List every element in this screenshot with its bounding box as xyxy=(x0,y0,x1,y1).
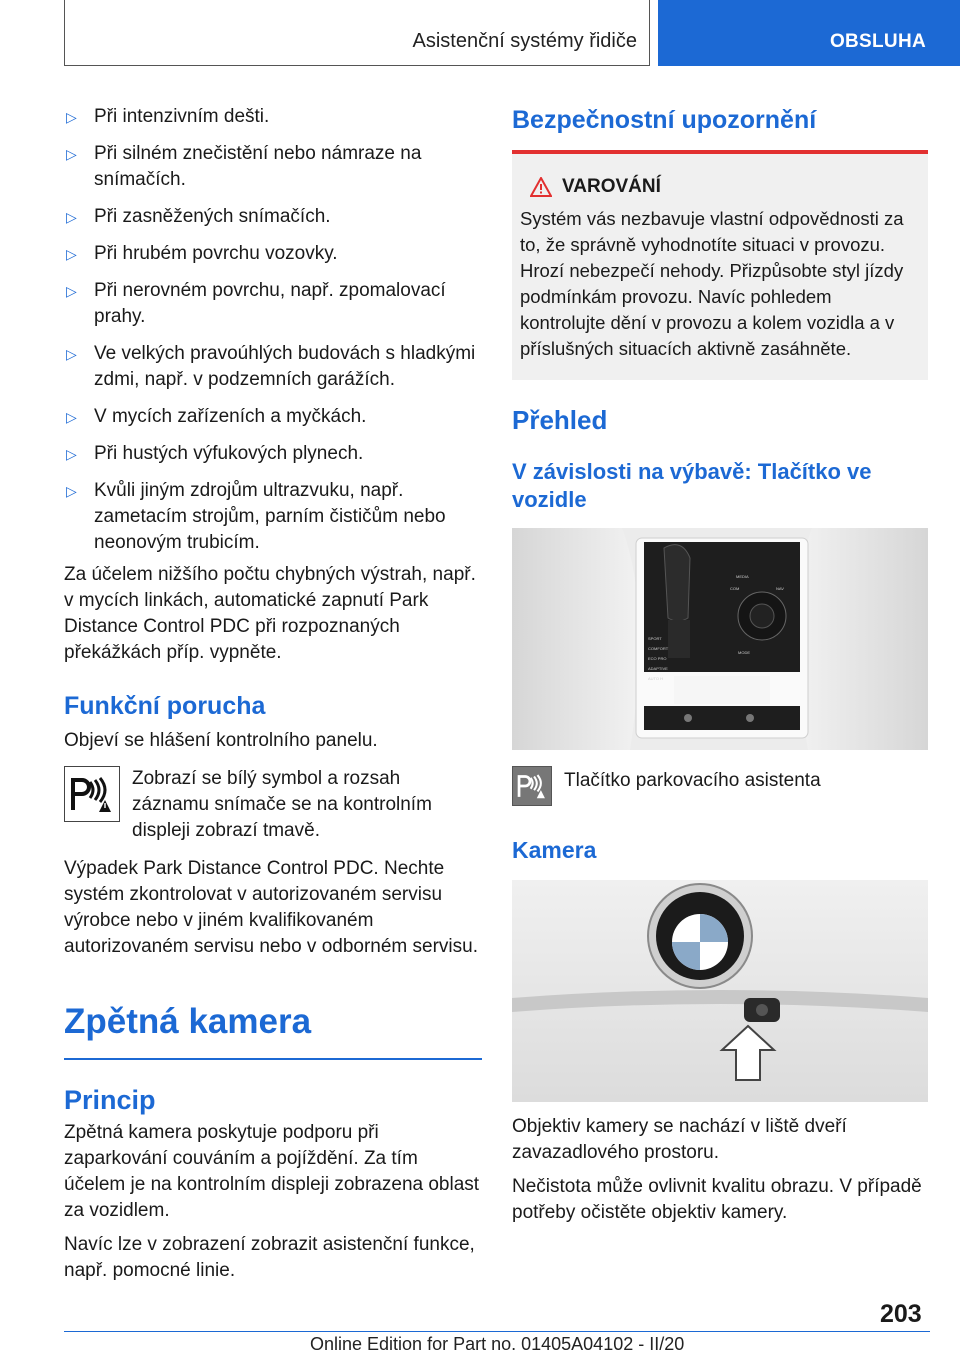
false-alarm-paragraph: Za účelem nižšího počtu chybných výstrah, např. v mycích linkách, automatické zapnutí Park Distance Control PDC při rozpoznaných překážkách příp. vypněte. xyxy=(64,564,476,663)
safety-heading: Bezpečnostní upozornění xyxy=(512,106,817,134)
list-item: ▷ Při hrubém povrchu vozovky. xyxy=(64,241,482,267)
console-label: MODE xyxy=(738,650,750,655)
list-item: ▷ Při hustých výfukových plynech. xyxy=(64,441,482,467)
bullet-triangle-icon: ▷ xyxy=(66,346,77,362)
warning-title xyxy=(520,176,920,198)
right-column xyxy=(512,100,928,1226)
list-item: ▷ V mycích zařízeních a myčkách. xyxy=(64,404,482,430)
header-section-title: Asistenční systémy řidiče xyxy=(412,30,637,52)
header-chapter-tab xyxy=(658,0,960,66)
bullet-triangle-icon: ▷ xyxy=(66,146,77,162)
list-item: ▷ Ve velkých pravoúhlých budovách s hladkými zdmi, např. v podzemních garážích. xyxy=(66,343,476,390)
footer-edition: Online Edition for Part no. 01405A04102 - II/20 xyxy=(310,1334,685,1354)
console-label: COMFORT xyxy=(648,646,669,651)
principle-paragraph-1: Zpětná kamera poskytuje podporu při zaparkování couváním a pojíždění. Za tím účelem je na kontrolním displeji zobrazena oblast za vozidlem. xyxy=(64,1122,480,1221)
heading-rule xyxy=(64,1058,482,1060)
console-label: COM xyxy=(730,586,740,591)
console-photo xyxy=(512,528,928,750)
left-column xyxy=(64,104,482,1284)
warning-box xyxy=(512,154,928,380)
bullet-triangle-icon: ▷ xyxy=(66,446,77,462)
page-number: 203 xyxy=(880,1300,922,1328)
button-caption: Tlačítko parkovacího asistenta xyxy=(564,770,821,791)
console-label: ECO PRO xyxy=(648,656,667,661)
console-label: AUTO H xyxy=(648,676,664,681)
console-label: MEDIA xyxy=(736,574,749,579)
warning-text: Systém vás nezbavuje vlastní odpovědnosti za to, že správně vyhodnotíte situaci v provozu. Hrozí nebezpečí nehody. Přizpůsobte styl jízdy podmínkám provozu. Navíc pohledem kontrolujte dění v provozu a kolem vozidla a v příslušných situacích aktivně zasáhněte. xyxy=(520,208,904,359)
camera-photo xyxy=(512,880,928,1102)
kamera-heading: Kamera xyxy=(512,837,597,863)
camera-paragraph-1: Objektiv kamery se nachází v liště dveří zavazadlového prostoru. xyxy=(512,1116,847,1163)
principle-heading: Princip xyxy=(64,1085,156,1115)
fault-note-text: Zobrazí se bílý symbol a rozsah záznamu snímače se na kontrolním displeji zobrazí tmavě. xyxy=(132,768,432,841)
bullet-triangle-icon: ▷ xyxy=(66,409,77,425)
principle-paragraph-2: Navíc lze v zobrazení zobrazit asistenční funkce, např. pomocné linie. xyxy=(64,1234,475,1281)
console-label: NAV xyxy=(776,586,784,591)
rear-camera-heading: Zpětná kamera xyxy=(64,1002,312,1041)
header-section-box xyxy=(64,0,650,66)
warning-label: VAROVÁNÍ xyxy=(562,176,661,197)
console-label: ADAPTIVE xyxy=(648,666,668,671)
pdc-sensor-icon xyxy=(512,766,552,806)
bullet-triangle-icon: ▷ xyxy=(66,483,77,499)
fault-intro: Objeví se hlášení kontrolního panelu. xyxy=(64,730,378,751)
fault-note xyxy=(64,766,482,844)
header-chapter-label: OBSLUHA xyxy=(829,31,926,52)
footer-rule xyxy=(64,1331,930,1332)
list-item: ▷ Při silném znečistění nebo námraze na snímačích. xyxy=(66,143,422,190)
warning-triangle-icon xyxy=(530,177,552,197)
button-note xyxy=(512,766,928,806)
list-item: ▷ Při nerovném povrchu, např. zpomalovací prahy. xyxy=(66,280,446,327)
console-label: SPORT xyxy=(648,636,662,641)
list-item: ▷ Kvůli jiným zdrojům ultrazvuku, např. zametacím strojům, parním čističům nebo neonovým trubicím. xyxy=(66,480,446,553)
bullet-triangle-icon: ▷ xyxy=(66,209,77,225)
list-item: ▷ Při zasněžených snímačích. xyxy=(64,204,482,230)
bullet-triangle-icon: ▷ xyxy=(66,109,77,125)
list-item: ▷ Při intenzivním dešti. xyxy=(64,104,482,130)
bmw-logo xyxy=(648,884,752,988)
bullet-triangle-icon: ▷ xyxy=(66,246,77,262)
overview-heading: Přehled xyxy=(512,405,608,435)
fault-paragraph: Výpadek Park Distance Control PDC. Nechte systém zkontrolovat v autorizovaném servisu výrobce nebo v jiném kvalifikovaném autorizovaném servisu nebo v odborném servisu. xyxy=(64,858,478,957)
equipment-heading: V závislosti na výbavě: Tlačítko ve vozidle xyxy=(512,459,872,512)
bullet-triangle-icon: ▷ xyxy=(66,283,77,299)
camera-paragraph-2: Nečistota může ovlivnit kvalitu obrazu. V případě potřeby očistěte objektiv kamery. xyxy=(512,1176,922,1223)
fault-heading: Funkční porucha xyxy=(64,692,266,720)
condition-list xyxy=(64,104,482,556)
pdc-sensor-icon xyxy=(64,766,120,822)
